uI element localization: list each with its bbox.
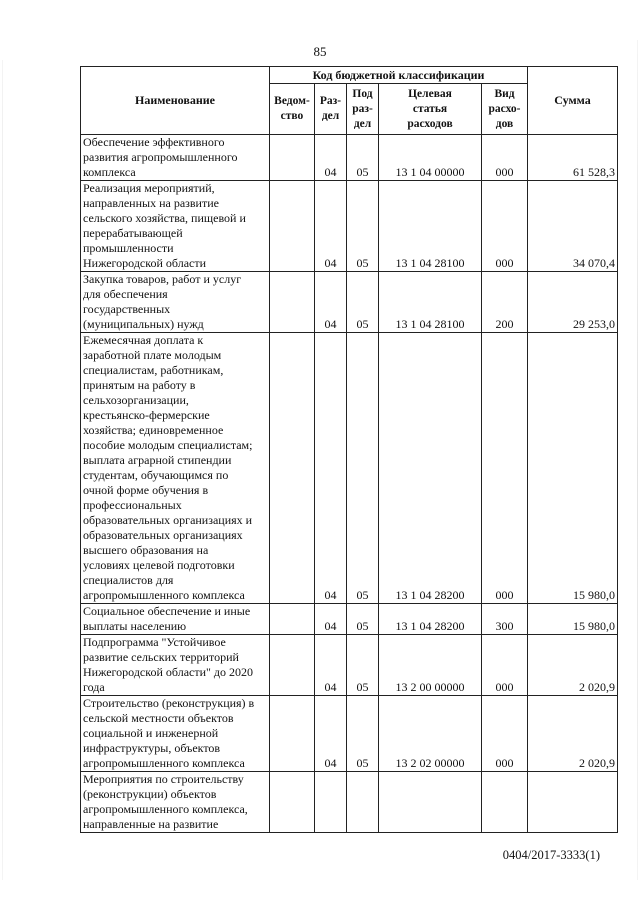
row-vid: 000: [482, 181, 528, 272]
table-row: [81, 772, 618, 833]
row-razdel: 04: [315, 135, 347, 181]
row-podrazdel: 05: [347, 135, 379, 181]
page-number: 85: [313, 44, 327, 59]
row-vid: [482, 772, 528, 833]
row-ved: [270, 772, 315, 833]
table-row: [81, 333, 618, 604]
row-sum: 15 980,0: [528, 333, 618, 604]
row-vid: 000: [482, 696, 528, 772]
row-target: 13 1 04 00000: [379, 135, 482, 181]
row-razdel: 04: [315, 635, 347, 696]
row-name: Строительство (реконструкция) в сельской местности объектов социальной и инженерной инфраструктуры, объектов агропромышленного комплекса: [81, 696, 270, 772]
row-name: Мероприятия по строительству (реконструкции) объектов агропромышленного комплекса, направленные на развитие: [81, 772, 270, 833]
row-vid: 000: [482, 135, 528, 181]
header-vid: Вид расхо- дов: [482, 84, 528, 135]
row-vid: 000: [482, 635, 528, 696]
budget-table: [80, 66, 618, 833]
row-name: Закупка товаров, работ и услуг для обеспечения государственных (муниципальных) нужд: [81, 272, 270, 333]
row-ved: [270, 181, 315, 272]
row-ved: [270, 635, 315, 696]
row-target: 13 1 04 28200: [379, 333, 482, 604]
row-sum: 34 070,4: [528, 181, 618, 272]
scan-edge-right: [637, 40, 638, 880]
row-podrazdel: 05: [347, 696, 379, 772]
header-name: Наименование: [81, 67, 270, 135]
row-ved: [270, 135, 315, 181]
row-sum: 15 980,0: [528, 604, 618, 635]
row-name: Реализация мероприятий, направленных на развитие сельского хозяйства, пищевой и перерабатывающей промышленности Нижегородской области: [81, 181, 270, 272]
row-razdel: [315, 772, 347, 833]
row-vid: 000: [482, 333, 528, 604]
document-code: 0404/2017-3333(1): [502, 848, 600, 862]
table-row: [81, 272, 618, 333]
row-ved: [270, 696, 315, 772]
header-vedomstvo: Ведом- ство: [270, 84, 315, 135]
table-row: [81, 181, 618, 272]
row-vid: 200: [482, 272, 528, 333]
header-razdel: Раз- дел: [315, 84, 347, 135]
row-target: [379, 772, 482, 833]
row-razdel: 04: [315, 181, 347, 272]
row-ved: [270, 272, 315, 333]
row-target: 13 1 04 28100: [379, 272, 482, 333]
row-name: Обеспечение эффективного развития агропромышленного комплекса: [81, 135, 270, 181]
row-podrazdel: [347, 772, 379, 833]
row-podrazdel: 05: [347, 333, 379, 604]
row-target: 13 2 00 00000: [379, 635, 482, 696]
table-row: [81, 635, 618, 696]
row-target: 13 1 04 28100: [379, 181, 482, 272]
row-razdel: 04: [315, 272, 347, 333]
row-razdel: 04: [315, 604, 347, 635]
row-sum: 2 020,9: [528, 696, 618, 772]
row-vid: 300: [482, 604, 528, 635]
table-row: [81, 696, 618, 772]
row-sum: 61 528,3: [528, 135, 618, 181]
row-razdel: 04: [315, 333, 347, 604]
header-row-1: [81, 67, 618, 84]
row-name: Социальное обеспечение и иные выплаты населению: [81, 604, 270, 635]
header-podrazdel: Под раз- дел: [347, 84, 379, 135]
row-podrazdel: 05: [347, 272, 379, 333]
row-ved: [270, 333, 315, 604]
row-name: Ежемесячная доплата к заработной плате молодым специалистам, работникам, принятым на работу в сельхозорганизации, крестьянско-фермерские хозяйства; единовременное пособие молодым специалистам; выплата аграрной стипендии студентам, обучающимся по очной форме обучения в профессиональных образовательных организациях и образовательных организациях высшего образования на условиях целевой подготовки специалистов для агропромышленного комплекса: [81, 333, 270, 604]
table-row: [81, 135, 618, 181]
row-podrazdel: 05: [347, 635, 379, 696]
row-ved: [270, 604, 315, 635]
table-row: [81, 604, 618, 635]
row-sum: 29 253,0: [528, 272, 618, 333]
row-name: Подпрограмма "Устойчивое развитие сельских территорий Нижегородской области" до 2020 года: [81, 635, 270, 696]
row-target: 13 2 02 00000: [379, 696, 482, 772]
row-razdel: 04: [315, 696, 347, 772]
row-podrazdel: 05: [347, 181, 379, 272]
row-podrazdel: 05: [347, 604, 379, 635]
row-sum: 2 020,9: [528, 635, 618, 696]
header-sum: Сумма: [528, 67, 618, 135]
header-group: Код бюджетной классификации: [270, 67, 528, 84]
scan-edge-left: [2, 60, 3, 880]
row-sum: [528, 772, 618, 833]
row-target: 13 1 04 28200: [379, 604, 482, 635]
header-target: Целевая статья расходов: [379, 84, 482, 135]
